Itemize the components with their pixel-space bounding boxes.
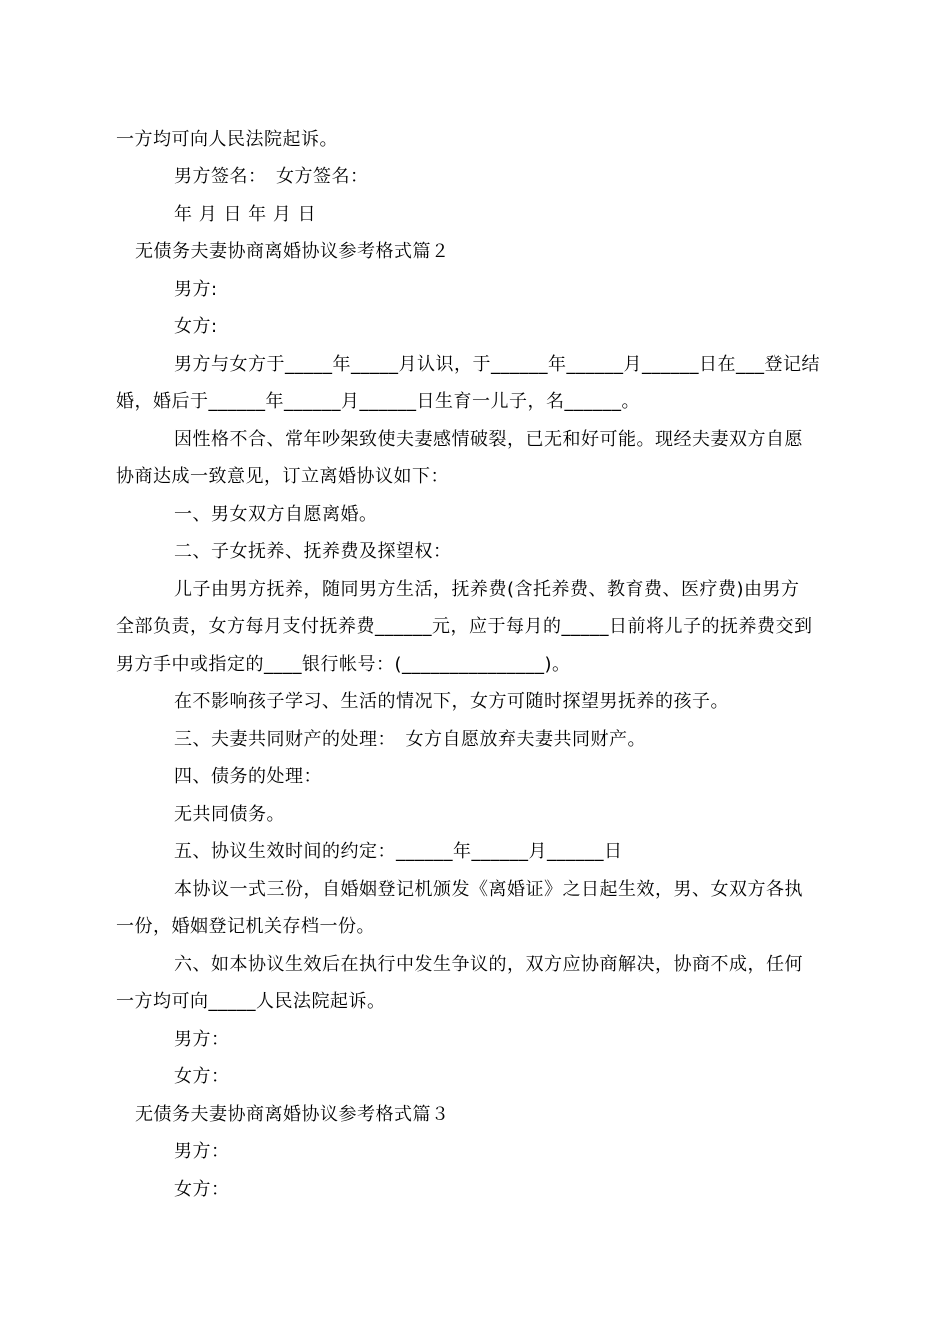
date-line: 年 月 日 年 月 日	[174, 204, 317, 225]
text-line: 婚，婚后于______年______月______日生育一儿子，名______。	[116, 391, 640, 412]
female-party-label: 女方:	[174, 316, 218, 337]
clause-line: 五、协议生效时间的约定：______年______月______日	[174, 841, 623, 862]
text-line: 一方均可向人民法院起诉。	[116, 129, 338, 150]
text-line: 一份，婚姻登记机关存档一份。	[116, 916, 375, 937]
section-heading: 无债务夫妻协商离婚协议参考格式篇３	[135, 1104, 450, 1125]
text-line: 协商达成一致意见，订立离婚协议如下：	[116, 466, 449, 487]
text-line: 儿子由男方抚养，随同男方生活，抚养费(含托养费、教育费、医疗费)由男方	[174, 579, 800, 600]
female-party-label: 女方：	[174, 1179, 230, 1200]
text-line: 在不影响孩子学习、生活的情况下，女方可随时探望男抚养的孩子。	[174, 691, 729, 712]
clause-line: 三、夫妻共同财产的处理： 女方自愿放弃夫妻共同财产。	[174, 729, 646, 750]
text-line: 全部负责，女方每月支付抚养费______元，应于每月的_____日前将儿子的抚养费交到	[116, 616, 813, 637]
text-line: 因性格不合、常年吵架致使夫妻感情破裂，已无和好可能。现经夫妻双方自愿	[174, 429, 803, 450]
clause-line: 二、子女抚养、抚养费及探望权：	[174, 541, 452, 562]
text-line: 男方与女方于_____年_____月认识，于______年______月______日在___登记结	[174, 354, 820, 375]
clause-line: 一、男女双方自愿离婚。	[174, 504, 378, 525]
section-heading: 无债务夫妻协商离婚协议参考格式篇２	[135, 241, 450, 262]
text-line: 无共同债务。	[174, 804, 285, 825]
male-party-label: 男方:	[174, 279, 218, 300]
text-line: 男方手中或指定的____银行帐号：(_______________)。	[116, 654, 571, 675]
text-line: 六、如本协议生效后在执行中发生争议的，双方应协商解决，协商不成，任何	[174, 954, 803, 975]
male-party-label: 男方：	[174, 1029, 230, 1050]
male-party-label: 男方：	[174, 1141, 230, 1162]
text-line: 一方均可向_____人民法院起诉。	[116, 991, 386, 1012]
female-party-label: 女方：	[174, 1066, 230, 1087]
clause-line: 四、债务的处理：	[174, 766, 322, 787]
text-line: 本协议一式三份，自婚姻登记机颁发《离婚证》之日起生效，男、女双方各执	[174, 879, 803, 900]
signature-line: 男方签名： 女方签名：	[174, 166, 369, 187]
